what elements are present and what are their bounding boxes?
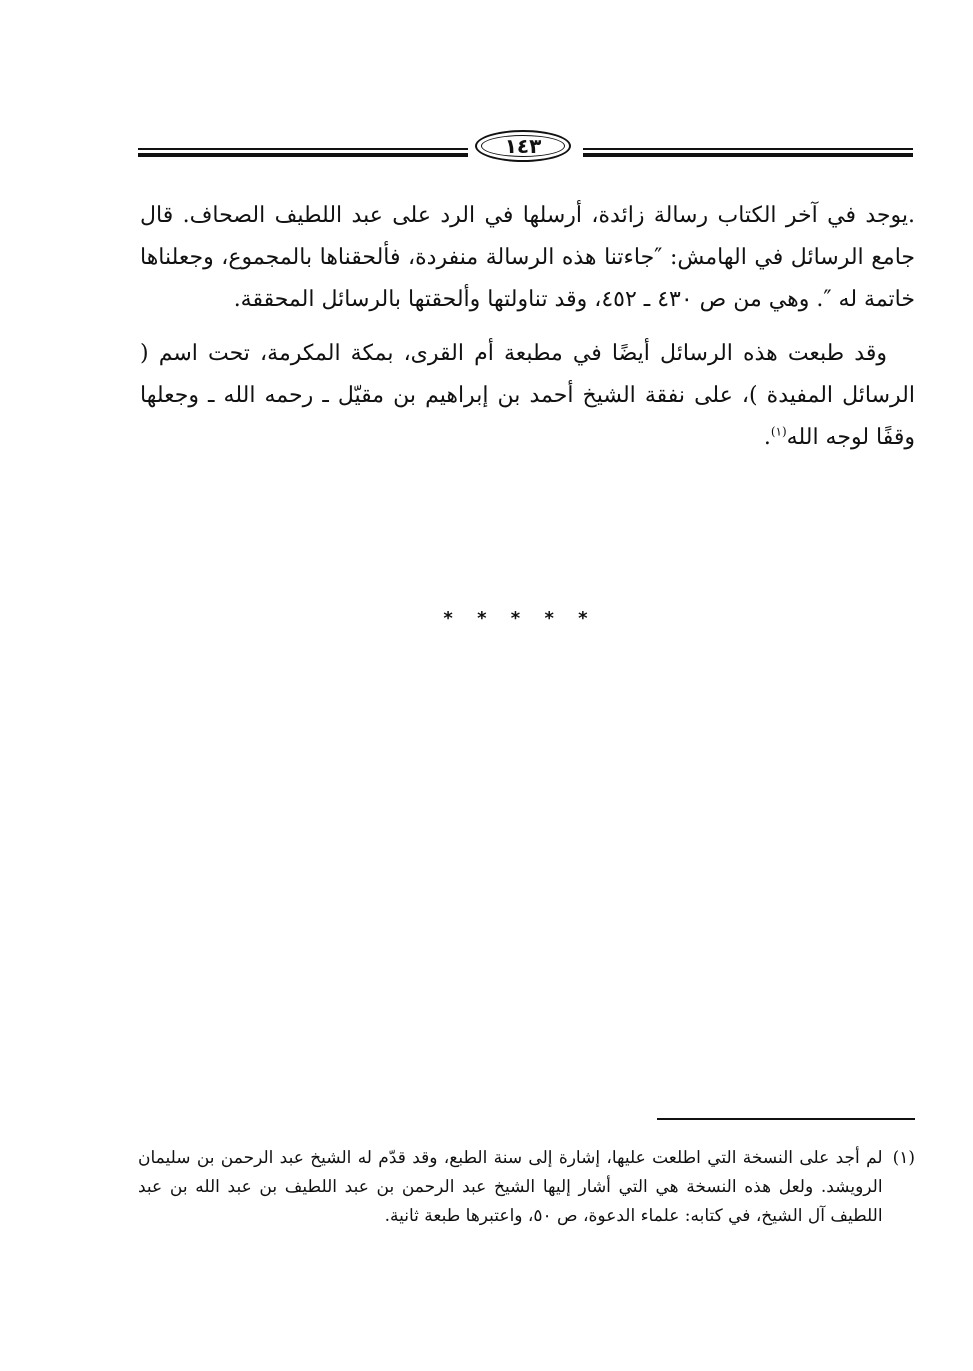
page-number-badge <box>475 130 571 162</box>
paragraph-closing: . <box>763 425 771 450</box>
footnotes <box>138 1144 915 1231</box>
footnote-marker: (١) <box>892 1148 915 1168</box>
footnote-item <box>138 1144 915 1231</box>
paragraph: .يوجد في آخر الكتاب رسالة زائدة، أرسلها في الرد على عبد اللطيف الصحاف. قال جامع الرسائل في الهامش: ″جاءتنا هذه الرسالة منفردة، فألحقناها بالمجموع، وجعلناها خاتمة له ″. وهي من ص ٤٣٠ ـ ٤٥٢، وقد تناولتها وألحقتها بالرسائل المحققة. <box>140 203 915 312</box>
footnote-text: لم أجد على النسخة التي اطلعت عليها، إشارة إلى سنة الطبع، وقد قدّم له الشيخ عبد الرحمن بن سليمان الرويشد. ولعل هذه النسخة هي التي أشار إليها الشيخ عبد الرحمن بن عبد اللطيف بن عبد الله بن عبد اللطيف آل الشيخ، في كتابه: علماء الدعوة، ص ٥٠، واعتبرها طبعة ثانية. <box>138 1148 883 1226</box>
paragraph-text: وقد طبعت هذه الرسائل أيضًا في مطبعة أم القرى، بمكة المكرمة، تحت اسم ( الرسائل المفيدة )، على نفقة الشيخ أحمد بن إبراهيم بن مقيّل ـ رحمه الله ـ وجعلها وقفًا لوجه الله <box>140 341 915 450</box>
page-number: ١٤٣ <box>504 134 542 158</box>
section-separator: * * * * * <box>443 608 597 629</box>
footnote-divider <box>657 1118 915 1120</box>
main-text <box>140 195 915 459</box>
header-rule-right <box>583 148 913 158</box>
page-header <box>138 128 913 168</box>
paragraph <box>140 333 915 459</box>
header-rule-left <box>138 148 468 158</box>
footnote-reference: (١) <box>770 424 787 439</box>
